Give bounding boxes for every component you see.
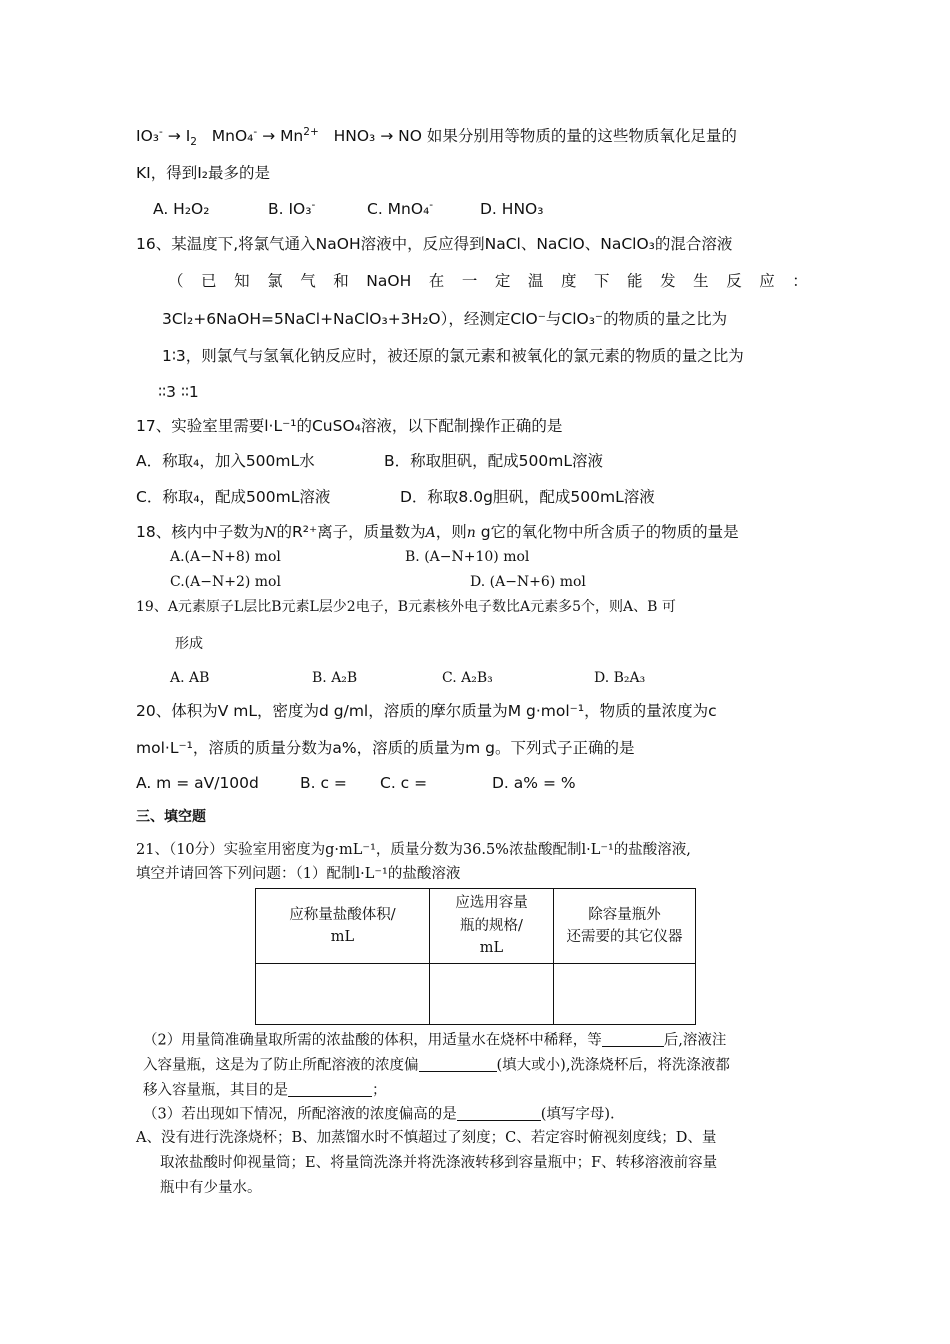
q17-option-c: C．称取₄，配成500mL溶液: [136, 488, 331, 506]
table-row: [256, 964, 696, 1025]
table-header-volume: 应称量盐酸体积/ mL: [256, 889, 430, 964]
q15-reactant-mno4: MnO₄-: [211, 125, 258, 145]
q15-option-d: D. HNO₃: [480, 200, 544, 218]
arrow-icon: →: [380, 127, 394, 145]
q19-option-a: A. AB: [170, 670, 210, 686]
arrow-icon: →: [167, 127, 181, 145]
q15-option-a: A. H₂O₂: [153, 200, 210, 218]
q16-line4: 1∶3，则氯气与氢氧化钠反应时，被还原的氯元素和被氧化的氯元素的物质的量之比为: [162, 347, 744, 365]
q20-line1: 20、体积为V mL，密度为d g/ml，溶质的摩尔质量为M g·mol⁻¹，物质的量浓度为c: [136, 702, 717, 720]
table-header-instruments: 除容量瓶外 还需要的其它仪器: [554, 889, 696, 964]
q21-part2-line1: （2）用量筒准确量取所需的浓盐酸的体积，用适量水在烧杯中稀释，等 后,溶液注: [143, 1032, 727, 1049]
q19-option-b: B. A₂B: [312, 670, 358, 686]
q20-option-c: C. c =: [380, 774, 428, 792]
q21-part2-line3: 移入容量瓶，其目的是 ；: [143, 1082, 387, 1099]
section-title: 三、填空题: [136, 809, 206, 825]
q18-option-a: A.(A−N+8) mol: [170, 549, 281, 565]
q20-option-d: D. a% = %: [492, 774, 576, 792]
q20-option-a: A. m = aV/100d: [136, 774, 259, 792]
answer-blank[interactable]: [288, 1081, 372, 1097]
q15-reactant-io3: IO₃-: [136, 125, 163, 145]
answer-blank[interactable]: [602, 1031, 664, 1047]
q15-line2: KI，得到I₂最多的是: [136, 164, 271, 182]
arrow-icon: →: [262, 127, 276, 145]
q20-option-b: B. c =: [300, 774, 347, 792]
q18-stem: 18、核内中子数为N的R²⁺离子，质量数为A，则n g它的氧化物中所含质子的物质的量是: [136, 523, 739, 541]
table-cell-instruments[interactable]: [554, 964, 696, 1025]
solution-table: [255, 888, 696, 1025]
answer-blank[interactable]: [419, 1056, 497, 1072]
q15-product-no: NO: [398, 127, 422, 145]
q16-line3: 3Cl₂+6NaOH=5NaCl+NaClO₃+3H₂O），经测定ClO⁻与ClO₃⁻的物质的量之比为: [162, 310, 728, 328]
q21-choices-line2: 取浓盐酸时仰视量筒；E、将量筒洗涤并将洗涤液转移到容量瓶中；F、转移溶液前容量: [160, 1155, 718, 1171]
q21-line1: 21、（10分）实验室用密度为g·mL⁻¹，质量分数为36.5%浓盐酸配制l·L⁻¹的盐酸溶液,: [136, 842, 691, 858]
q21-choices-line1: A、没有进行洗涤烧杯；B、加蒸馏水时不慎超过了刻度；C、若定容时俯视刻度线；D、量: [136, 1130, 717, 1146]
table-row: [256, 889, 696, 964]
q17-stem: 17、实验室里需要l·L⁻¹的CuSO₄溶液，以下配制操作正确的是: [136, 417, 563, 435]
q15-option-c: C. MnO₄-: [367, 198, 434, 218]
table-header-flask-size: 应选用容量 瓶的规格/ mL: [430, 889, 554, 964]
q16-line1: 16、某温度下,将氯气通入NaOH溶液中，反应得到NaCl、NaClO、NaClO₃的混合溶液: [136, 235, 733, 253]
q15-product-i2: $I_2$: [185, 127, 197, 149]
q15-reactant-hno3: HNO₃: [333, 127, 376, 145]
q19-option-d: D. B₂A₃: [594, 670, 646, 686]
q18-option-c: C.(A−N+2) mol: [170, 574, 281, 590]
q21-part2-line2: 入容量瓶，这是为了防止所配溶液的浓度偏 (填大或小),洗涤烧杯后，将洗涤液都: [143, 1057, 730, 1074]
q18-option-b: B. (A−N+10) mol: [405, 549, 530, 565]
q15-line1: $IO_3^- \to I_2$ $MnO_4^- \to Mn^{2+}$ HNO₃ → NO 如果分别用等物质的量的这些物质氧化足量的: [136, 125, 737, 149]
q19-line2: 形成: [175, 636, 203, 652]
q17-option-a: A．称取₄，加入500mL水: [136, 452, 315, 470]
answer-blank[interactable]: [457, 1105, 541, 1121]
table-cell-volume[interactable]: [256, 964, 430, 1025]
q19-option-c: C. A₂B₃: [442, 670, 493, 686]
q16-line2: （ 已 知 氯 气 和 NaOH 在 一 定 温 度 下 能 发 生 反 应 ：: [168, 272, 808, 290]
q15-option-b: B. IO₃-: [268, 198, 316, 218]
q17-option-d: D．称取8.0g胆矾，配成500mL溶液: [400, 488, 655, 506]
q21-choices-line3: 瓶中有少量水。: [160, 1180, 262, 1196]
q17-option-b: B．称取胆矾，配成500mL溶液: [384, 452, 603, 470]
q16-line5: ∶∶3 ∶∶1: [158, 383, 199, 401]
q18-option-d: D. (A−N+6) mol: [470, 574, 586, 590]
q19-line1: 19、A元素原子L层比B元素L层少2电子，B元素核外电子数比A元素多5个，则A、B 可: [136, 599, 676, 615]
table-cell-flask-size[interactable]: [430, 964, 554, 1025]
q15-product-mn: $Mn^{2+}$: [280, 125, 319, 145]
q21-line2: 填空并请回答下列问题：（1）配制l·L⁻¹的盐酸溶液: [136, 866, 461, 882]
q20-line2: mol·L⁻¹，溶质的质量分数为a%，溶质的质量为m g。下列式子正确的是: [136, 739, 635, 757]
q21-part3: （3）若出现如下情况，所配溶液的浓度偏高的是 (填写字母).: [143, 1106, 615, 1123]
